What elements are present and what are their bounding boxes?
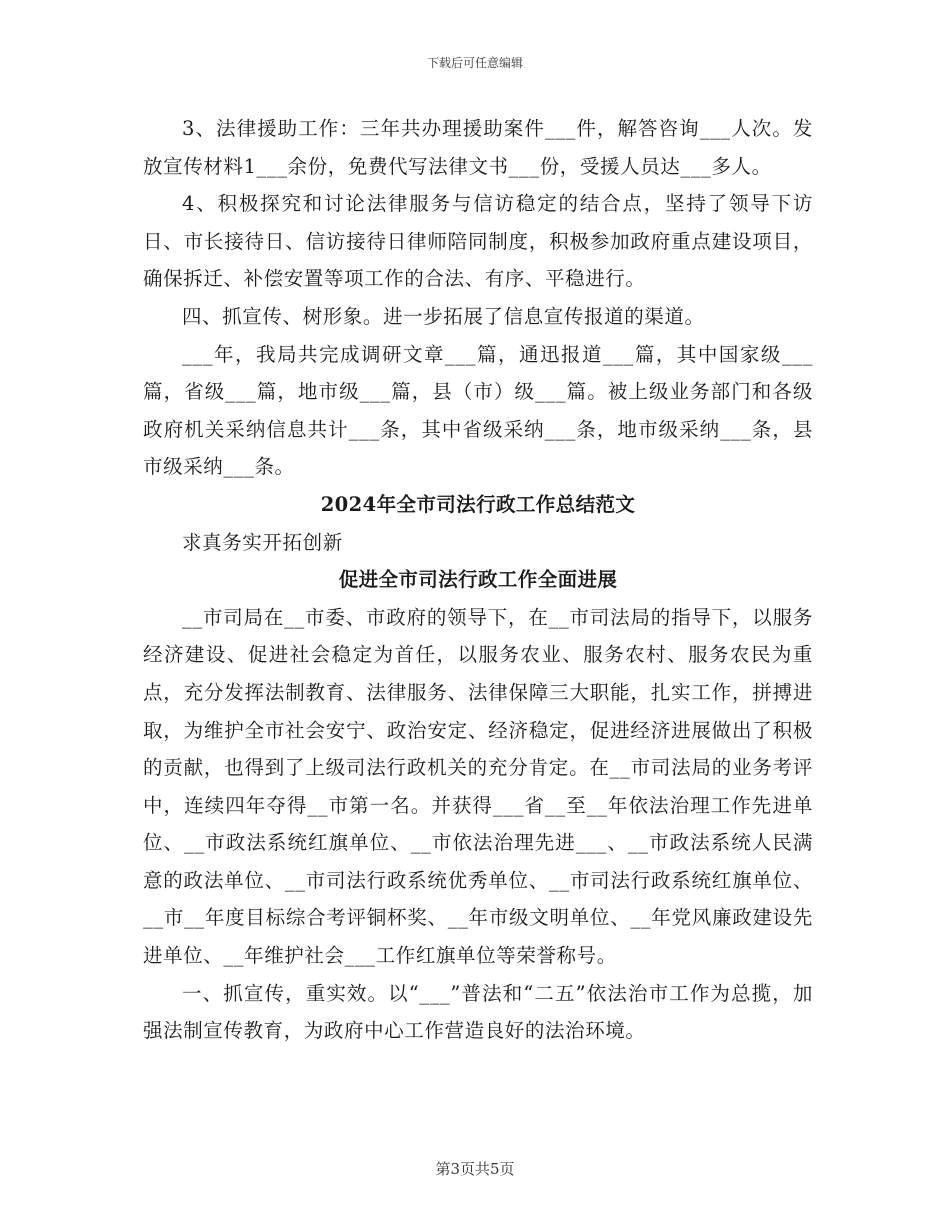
paragraph-petition-stability: 4、积极探究和讨论法律服务与信访稳定的结合点，坚持了领导下访日、市长接待日、信访接待日律师陪同制度，积极参加政府重点建设项目，确保拆迁、补偿安置等项工作的合法、有序、平稳进行。 [143,192,813,291]
paragraph-overview: __市司局在__市委、市政府的领导下，在__市司法局的指导下，以服务经济建设、促进社会稳定为首任，以服务农业、服务农村、服务农民为重点，充分发挥法制教育、法律服务、法律保障三大职能，扎实工作，拼搏进取，为维护全市社会安宁、政治安定、经济稳定，促进经济进展做出了积极的贡献，也得到了上级司法行政机关的充分肯定。在__市司法局的业务考评中，连续四年夺得__市第一名。并获得___省__至__年依法治理工作先进单位、__市政法系统红旗单位、__市依法治理先进___、__市政法系统人民满意的政法单位、__市司法行政系统优秀单位、__市司法行政系统红旗单位、__市__年度目标综合考评铜杯奖、__年市级文明单位、__年党风廉政建设先进单位、__年维护社会___工作红旗单位等荣誉称号。 [143,605,813,968]
paragraph-legal-aid: 3、法律援助工作：三年共办理援助案件___件，解答咨询___人次。发放宣传材料1___余份，免费代写法律文书___份，受援人员达___多人。 [143,117,813,178]
paragraph-section-one: 一、抓宣传，重实效。以“___”普法和“二五”依法治市工作为总揽，加强法制宣传教育，为政府中心工作营造良好的法治环境。 [143,981,813,1043]
page-number-footer: 第3页共5页 [435,1160,515,1178]
document-subtitle: 求真务实开拓创新 [182,530,343,554]
paragraph-publicity-heading: 四、抓宣传、树形象。进一步拓展了信息宣传报道的渠道。 [182,304,705,328]
document-title: 2024年全市司法行政工作总结范文 [320,492,636,516]
document-title-secondary: 促进全市司法行政工作全面进展 [338,568,618,592]
document-body [143,110,813,1050]
page-header: 下载后可任意编辑 [426,56,523,70]
paragraph-publicity-stats: ___年，我局共完成调研文章___篇，通迅报道___篇，其中国家级___篇，省级___篇，地市级___篇，县（市）级___篇。被上级业务部门和各级政府机关采纳信息共计___条，其中省级采纳___条，地市级采纳___条，县市级采纳___条。 [143,342,813,479]
